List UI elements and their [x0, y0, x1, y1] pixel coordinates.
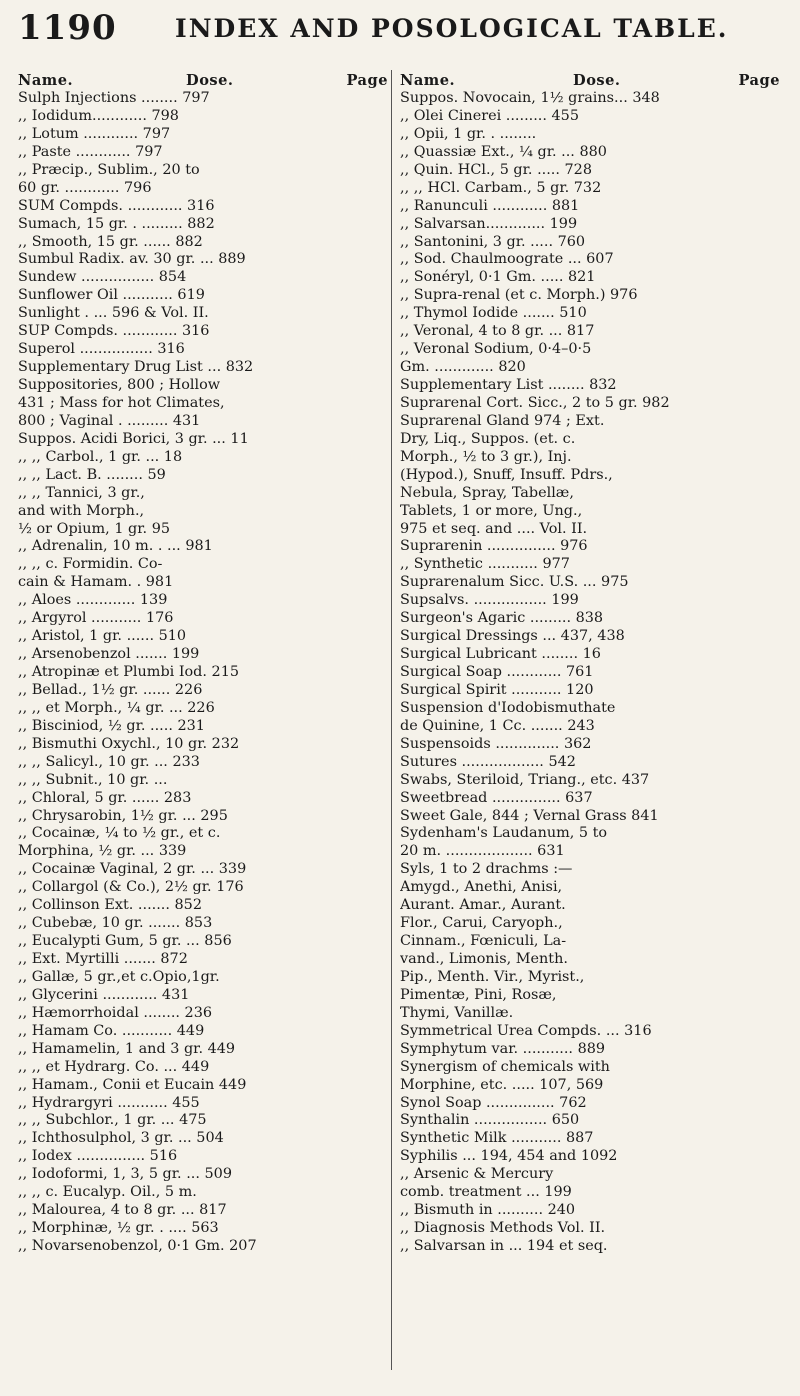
dose-heading: Dose. — [186, 72, 234, 89]
index-entry: Morph., ½ to 3 gr.), Inj. — [400, 448, 572, 465]
index-entry: ,, Bismuthi Oxychl., 10 gr. 232 — [18, 735, 240, 752]
index-entry: ,, ,, Lact. B. ........ 59 — [18, 466, 166, 483]
index-entry: Suprarenalum Sicc. U.S. ... 975 — [400, 574, 629, 591]
index-entry: Swabs, Steriloid, Triang., etc. 437 — [400, 771, 650, 788]
index-entry: ,, Hæmorrhoidal ........ 236 — [18, 1004, 213, 1021]
index-entry: Cinnam., Fœniculi, La- — [400, 933, 567, 950]
index-entry: Surgical Soap ............ 761 — [400, 664, 594, 680]
index-entry: vand., Limonis, Menth. — [400, 951, 568, 967]
index-entry: Suprarenal Cort. Sicc., 2 to 5 gr. 982 — [400, 394, 670, 411]
index-entry: Sumach, 15 gr. . ......... 882 — [18, 215, 215, 232]
index-entry: ,, Hamam Co. ........... 449 — [18, 1022, 205, 1039]
index-entry: ,, Ext. Myrtilli ....... 872 — [18, 951, 188, 967]
index-entry: Suspensoids .............. 362 — [400, 735, 592, 752]
index-entry: Gm. ............. 820 — [400, 359, 526, 376]
index-entry: ,, Diagnosis Methods Vol. II. — [400, 1220, 606, 1237]
index-entry: ,, Malourea, 4 to 8 gr. ... 817 — [18, 1202, 227, 1219]
index-entry: ,, Collargol (& Co.), 2½ gr. 176 — [18, 879, 244, 896]
index-entry: ,, ,, c. Eucalyp. Oil., 5 m. — [18, 1184, 197, 1201]
right-column — [400, 72, 780, 1256]
index-entry: Syls, 1 to 2 drachms :— — [400, 861, 573, 878]
index-entry: ,, Chrysarobin, 1½ gr. ... 295 — [18, 807, 228, 824]
index-entry: Dry, Liq., Suppos. (et. c. — [400, 430, 576, 447]
index-entry: Sutures .................. 542 — [400, 753, 576, 770]
index-entry: ½ or Opium, 1 gr. 95 — [18, 520, 171, 537]
right-column-header — [400, 72, 780, 90]
index-entry: ,, Hydrargyri ........... 455 — [18, 1094, 200, 1111]
left-column-header — [18, 72, 388, 90]
index-entry: SUM Compds. ............ 316 — [18, 197, 215, 214]
index-entry: Sumbul Radix. av. 30 gr. ... 889 — [18, 251, 246, 268]
index-entry: Surgeon's Agaric ......... 838 — [400, 610, 604, 627]
page-heading: Page — [346, 72, 388, 89]
page-header — [0, 0, 800, 60]
index-entry: Synthetic Milk ........... 887 — [400, 1130, 594, 1147]
index-entry: Suppos. Novocain, 1½ grains... 348 — [400, 90, 660, 106]
index-entry: Pip., Menth. Vir., Myrist., — [400, 968, 585, 985]
right-entries — [400, 90, 780, 1256]
index-entry: Surgical Lubricant ........ 16 — [400, 646, 601, 663]
name-heading: Name. — [400, 72, 456, 89]
index-entry: ,, Sod. Chaulmoograte ... 607 — [400, 251, 614, 268]
index-entry: Sundew ................ 854 — [18, 269, 187, 286]
index-entry: ,, Sonéryl, 0·1 Gm. ..... 821 — [400, 269, 596, 286]
index-entry: ,, Opii, 1 gr. . ........ — [400, 125, 537, 142]
index-entry: Superol ................ 316 — [18, 341, 185, 358]
index-entry: ,, Lotum ............ 797 — [18, 125, 171, 142]
index-entry: Symmetrical Urea Compds. ... 316 — [400, 1022, 652, 1039]
index-entry: ,, Collinson Ext. ....... 852 — [18, 897, 202, 914]
index-entry: ,, ,, Carbol., 1 gr. ... 18 — [18, 448, 183, 465]
index-entry: 800 ; Vaginal . ......... 431 — [18, 412, 201, 429]
index-entry: 975 et seq. and .... Vol. II. — [400, 520, 588, 537]
index-entry: ,, Bismuth in .......... 240 — [400, 1202, 576, 1219]
index-entry: Supsalvs. ................ 199 — [400, 592, 579, 609]
index-entry: Supplementary List ........ 832 — [400, 377, 617, 393]
index-entry: ,, Morphinæ, ½ gr. . .... 563 — [18, 1220, 219, 1237]
index-entry: Morphina, ½ gr. ... 339 — [18, 843, 187, 860]
index-entry: ,, ,, et Hydrarg. Co. ... 449 — [18, 1058, 210, 1075]
index-entry: ,, Cocainæ, ¼ to ½ gr., et c. — [18, 825, 221, 842]
index-entry: ,, ,, c. Formidin. Co- — [18, 556, 163, 573]
index-entry: ,, Chloral, 5 gr. ...... 283 — [18, 789, 192, 806]
index-entry: Sulph Injections ........ 797 — [18, 90, 210, 106]
index-entry: ,, Supra-renal (et c. Morph.) 976 — [400, 287, 638, 304]
index-entry: ,, Paste ............ 797 — [18, 143, 163, 160]
index-entry: ,, Olei Cinerei ......... 455 — [400, 107, 579, 124]
index-entry: cain & Hamam. . 981 — [18, 574, 174, 591]
index-entry: 20 m. ................... 631 — [400, 843, 565, 860]
index-entry: Nebula, Spray, Tabellæ, — [400, 484, 574, 501]
index-entry: ,, Adrenalin, 10 m. . ... 981 — [18, 538, 213, 555]
index-entry: ,, Præcip., Sublim., 20 to — [18, 161, 200, 178]
index-entry: Symphytum var. ........... 889 — [400, 1040, 606, 1057]
index-entry: de Quinine, 1 Cc. ....... 243 — [400, 717, 595, 734]
page-heading: Page — [738, 72, 780, 89]
index-entry: Amygd., Anethi, Anisi, — [400, 879, 563, 896]
index-entry: ,, Cubebæ, 10 gr. ....... 853 — [18, 915, 213, 932]
index-entry: ,, Synthetic ........... 977 — [400, 556, 570, 573]
column-divider — [391, 70, 392, 1370]
index-entry: Syphilis ... 194, 454 and 1092 — [400, 1148, 618, 1165]
index-entry: ,, Aristol, 1 gr. ...... 510 — [18, 628, 187, 645]
index-entry: ,, Salvarsan............. 199 — [400, 215, 578, 232]
index-entry: ,, ,, Tannici, 3 gr., — [18, 484, 145, 501]
index-entry: Surgical Spirit ........... 120 — [400, 681, 594, 698]
left-column — [18, 72, 388, 1256]
index-entry: Sweet Gale, 844 ; Vernal Grass 841 — [400, 807, 659, 824]
left-entries — [18, 90, 388, 1256]
index-entry: ,, Smooth, 15 gr. ...... 882 — [18, 233, 203, 250]
index-entry: ,, Iodex ............... 516 — [18, 1148, 178, 1165]
index-entry: Pimentæ, Pini, Rosæ, — [400, 986, 557, 1003]
index-entry: Sweetbread ............... 637 — [400, 789, 593, 806]
index-entry: ,, Gallæ, 5 gr.,et c.Opio,1gr. — [18, 968, 220, 985]
dose-heading: Dose. — [573, 72, 621, 89]
index-entry: Suppositories, 800 ; Hollow — [18, 377, 221, 393]
page-title: INDEX AND POSOLOGICAL TABLE. — [175, 14, 729, 43]
index-entry: ,, Veronal Sodium, 0·4–0·5 — [400, 341, 592, 358]
index-entry: and with Morph., — [18, 502, 145, 519]
index-entry: ,, Hamam., Conii et Eucain 449 — [18, 1076, 247, 1093]
index-entry: 60 gr. ............ 796 — [18, 179, 152, 196]
index-entry: ,, Salvarsan in ... 194 et seq. — [400, 1238, 608, 1254]
index-entry: ,, Aloes ............. 139 — [18, 592, 168, 609]
index-entry: ,, ,, Salicyl., 10 gr. ... 233 — [18, 753, 200, 770]
index-entry: ,, Quassiæ Ext., ¼ gr. ... 880 — [400, 143, 607, 160]
index-entry: Sunlight . ... 596 & Vol. II. — [18, 305, 209, 322]
index-entry: ,, Bellad., 1½ gr. ...... 226 — [18, 681, 203, 698]
index-entry: Synol Soap ............... 762 — [400, 1094, 587, 1111]
index-entry: Flor., Carui, Caryoph., — [400, 915, 563, 932]
index-entry: Suprarenin ............... 976 — [400, 538, 588, 555]
page-number: 1190 — [18, 8, 117, 48]
index-entry: Suppos. Acidi Borici, 3 gr. ... 11 — [18, 430, 249, 447]
index-entry: SUP Compds. ............ 316 — [18, 323, 210, 340]
index-entry: ,, Eucalypti Gum, 5 gr. ... 856 — [18, 933, 232, 950]
index-entry: Surgical Dressings ... 437, 438 — [400, 628, 625, 645]
index-entry: Aurant. Amar., Aurant. — [400, 897, 566, 914]
index-entry: comb. treatment ... 199 — [400, 1184, 572, 1201]
index-entry: ,, Veronal, 4 to 8 gr. ... 817 — [400, 323, 595, 340]
index-entry: ,, ,, Subnit., 10 gr. ... — [18, 771, 168, 788]
index-entry: ,, Ranunculi ............ 881 — [400, 197, 580, 214]
index-entry: Tablets, 1 or more, Ung., — [400, 502, 583, 519]
index-entry: ,, ,, Subchlor., 1 gr. ... 475 — [18, 1112, 207, 1129]
index-entry: Sydenham's Laudanum, 5 to — [400, 825, 608, 842]
index-entry: ,, ,, HCl. Carbam., 5 gr. 732 — [400, 179, 602, 196]
index-entry: ,, Iodoformi, 1, 3, 5 gr. ... 509 — [18, 1166, 232, 1183]
index-entry: ,, Argyrol ........... 176 — [18, 610, 174, 627]
index-entry: Thymi, Vanillæ. — [400, 1004, 514, 1021]
index-entry: Morphine, etc. ..... 107, 569 — [400, 1076, 604, 1093]
index-entry: ,, ,, et Morph., ¼ gr. ... 226 — [18, 699, 215, 716]
index-entry: ,, Arsenic & Mercury — [400, 1166, 554, 1183]
index-entry: Sunflower Oil ........... 619 — [18, 287, 205, 304]
index-entry: ,, Thymol Iodide ....... 510 — [400, 305, 587, 322]
index-entry: Supplementary Drug List ... 832 — [18, 359, 254, 376]
index-entry: Suprarenal Gland 974 ; Ext. — [400, 412, 605, 429]
index-entry: Synthalin ................ 650 — [400, 1112, 580, 1129]
index-entry: ,, Arsenobenzol ....... 199 — [18, 646, 200, 663]
index-entry: (Hypod.), Snuff, Insuff. Pdrs., — [400, 466, 613, 483]
index-entry: 431 ; Mass for hot Climates, — [18, 394, 225, 411]
name-heading: Name. — [18, 72, 74, 89]
index-entry: ,, Hamamelin, 1 and 3 gr. 449 — [18, 1040, 236, 1057]
index-entry: Suspension d'Iodobismuthate — [400, 699, 616, 716]
index-entry: ,, Iodidum............ 798 — [18, 107, 179, 124]
index-entry: ,, Santonini, 3 gr. ..... 760 — [400, 233, 586, 250]
index-entry: Synergism of chemicals with — [400, 1058, 610, 1075]
index-entry: ,, Quin. HCl., 5 gr. ..... 728 — [400, 161, 592, 178]
index-entry: ,, Atropinæ et Plumbi Iod. 215 — [18, 664, 240, 680]
index-entry: ,, Bisciniod, ½ gr. ..... 231 — [18, 717, 205, 734]
index-entry: ,, Cocainæ Vaginal, 2 gr. ... 339 — [18, 861, 247, 878]
index-entry: ,, Novarsenobenzol, 0·1 Gm. 207 — [18, 1238, 257, 1254]
index-entry: ,, Ichthosulphol, 3 gr. ... 504 — [18, 1130, 224, 1147]
index-entry: ,, Glycerini ............ 431 — [18, 986, 190, 1003]
